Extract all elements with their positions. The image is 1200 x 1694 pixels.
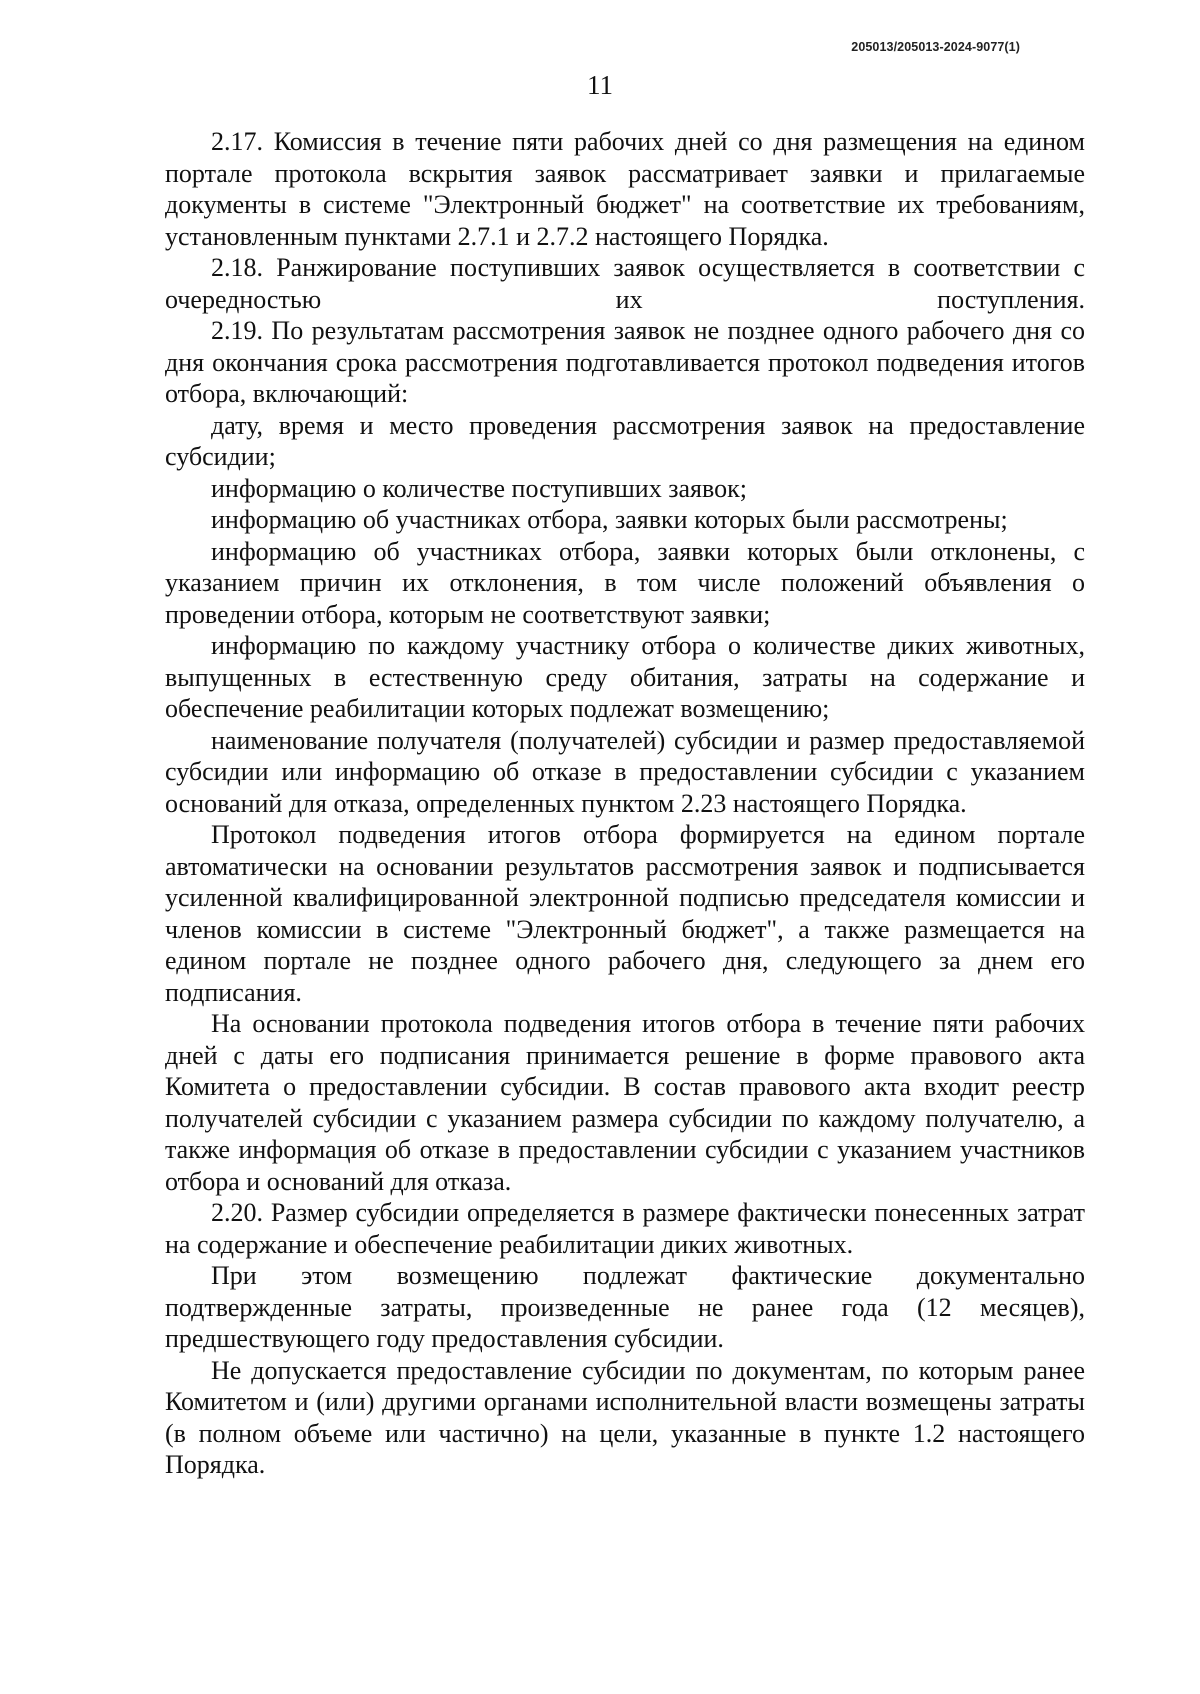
paragraph-decision: На основании протокола подведения итогов отбора в течение пяти рабочих дней с даты его подписания принимается решение в форме правового акта Комитета о предоставлении субсидии. В состав правового акта входит реестр получателей субсидии с указанием размера субсидии по каждому получателю, а также информация об отказе в предоставлении субсидии с указанием участников отбора и оснований для отказа.	[165, 1009, 1085, 1196]
document-body	[165, 126, 1085, 1481]
paragraph-2-20: 2.20. Размер субсидии определяется в размере фактически понесенных затрат на содержание и обеспечение реабилитации диких животных.	[165, 1198, 1085, 1259]
paragraph-2-17: 2.17. Комиссия в течение пяти рабочих дней со дня размещения на едином портале протокола вскрытия заявок рассматривает заявки и прилагаемые документы в системе "Электронный бюджет" на соответствие их требованиям, установленным пунктами 2.7.1 и 2.7.2 настоящего Порядка.	[165, 127, 1085, 251]
list-item-animals-count: информацию по каждому участнику отбора о количестве диких животных, выпущенных в естественную среду обитания, затраты на содержание и обеспечение реабилитации которых подлежат возмещению;	[165, 631, 1085, 723]
list-item-rejected-participants: информацию об участниках отбора, заявки которых были отклонены, с указанием причин их отклонения, в том числе положений объявления о проведении отбора, которым не соответствуют заявки;	[165, 536, 1085, 629]
list-item-date-time-place: дату, время и место проведения рассмотрения заявок на предоставление субсидии;	[165, 410, 1085, 471]
paragraph-protocol: Протокол подведения итогов отбора формируется на едином портале автоматически на основании результатов рассмотрения заявок и подписывается усиленной квалифицированной электронной подписью председателя комиссии и членов комиссии в системе "Электронный бюджет", а также размещается на едином портале не позднее одного рабочего дня, следующего за днем его подписания.	[165, 820, 1085, 1007]
paragraph-2-19: 2.19. По результатам рассмотрения заявок не позднее одного рабочего дня со дня окончания срока рассмотрения подготавливается протокол подведения итогов отбора, включающий:	[165, 316, 1085, 408]
document-id: 205013/205013-2024-9077(1)	[851, 40, 1020, 54]
paragraph-not-allowed: Не допускается предоставление субсидии по документам, по которым ранее Комитетом и (или) другими органами исполнительной власти возмещены затраты (в полном объеме или частично) на цели, указанные в пункте 1.2 настоящего Порядка.	[165, 1355, 1085, 1479]
page-number: 11	[587, 70, 613, 100]
list-item-applications-count: информацию о количестве поступивших заявок;	[211, 473, 747, 503]
paragraph-2-18: 2.18. Ранжирование поступивших заявок осуществляется в соответствии с очередностью их поступления.	[165, 253, 1085, 314]
list-item-recipient-name: наименование получателя (получателей) субсидии и размер предоставляемой субсидии или информацию об отказе в предоставлении субсидии с указанием оснований для отказа, определенных пунктом 2.23 настоящего Порядка.	[165, 725, 1085, 818]
list-item-reviewed-participants: информацию об участниках отбора, заявки которых были рассмотрены;	[211, 505, 1008, 534]
paragraph-reimbursement: При этом возмещению подлежат фактические документально подтвержденные затраты, произведенные не ранее года (12 месяцев), предшествующего году предоставления субсидии.	[165, 1261, 1085, 1353]
